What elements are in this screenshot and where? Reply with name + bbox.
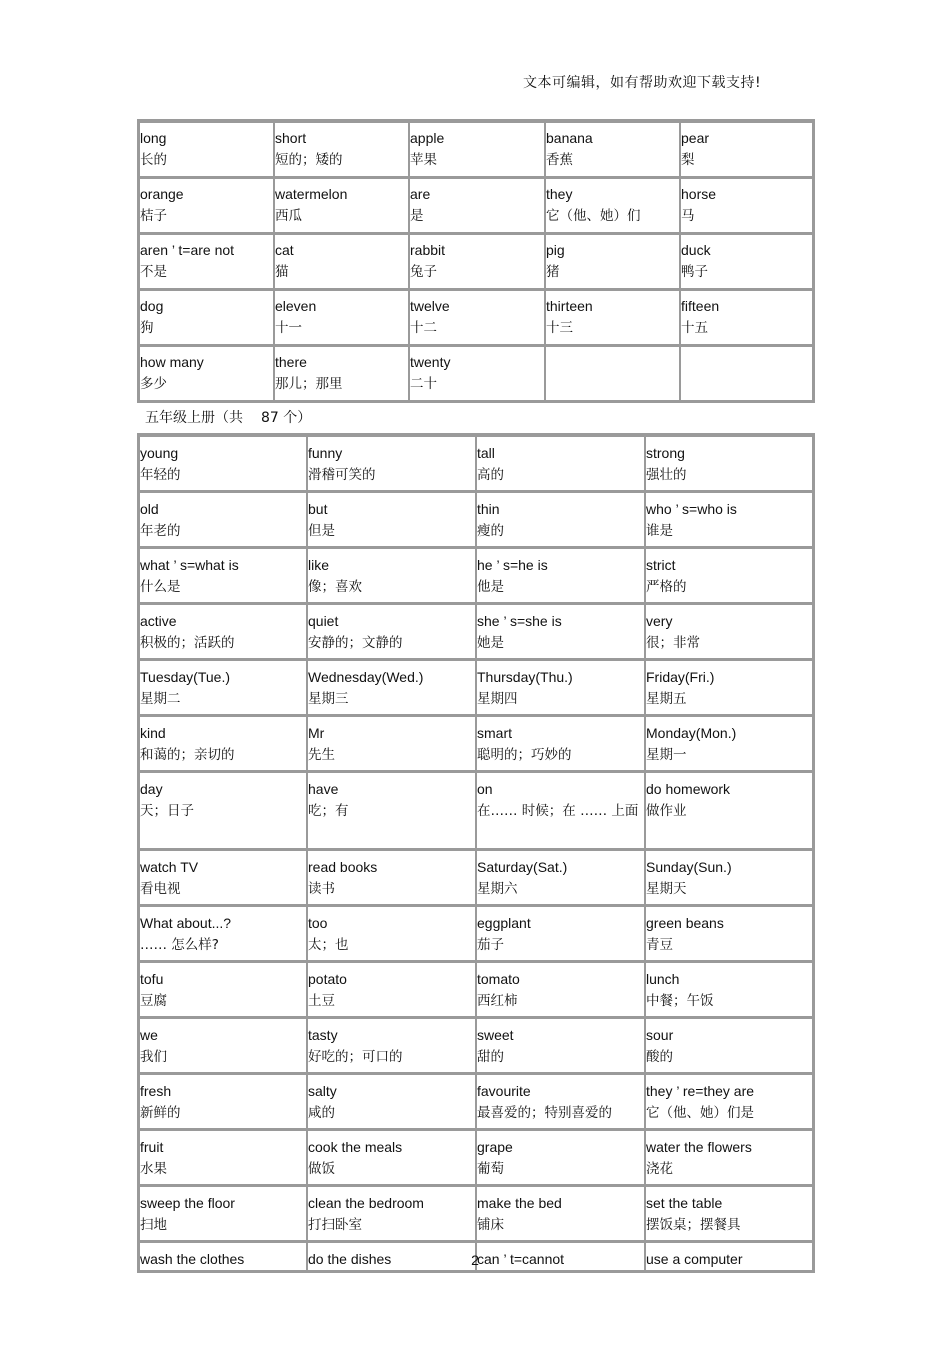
- chinese-meaning: 土豆: [308, 993, 335, 1009]
- vocab-cell: [645, 435, 813, 491]
- english-word: quiet: [308, 613, 339, 629]
- chinese-meaning: 青豆: [646, 937, 673, 953]
- chinese-meaning: 多少: [140, 376, 167, 392]
- vocab-cell: [645, 961, 813, 1017]
- page-number: 2: [471, 1252, 479, 1268]
- english-word: there: [275, 354, 307, 370]
- english-word: Tuesday(Tue.): [140, 669, 230, 685]
- chinese-meaning: 但是: [308, 523, 335, 539]
- chinese-meaning: 读书: [308, 881, 335, 897]
- table-row: [139, 961, 813, 1017]
- english-word: very: [646, 613, 673, 629]
- section-heading-label: 五年级上册（共: [145, 410, 243, 426]
- vocab-cell: [476, 491, 645, 547]
- chinese-meaning: 那儿；那里: [275, 376, 343, 392]
- english-word: how many: [140, 354, 204, 370]
- vocab-cell: [476, 1017, 645, 1073]
- english-word: clean the bedroom: [308, 1195, 424, 1211]
- chinese-meaning: 苹果: [410, 152, 437, 168]
- table-row: [139, 435, 813, 491]
- vocab-cell: [476, 659, 645, 715]
- table-row: [139, 345, 813, 401]
- chinese-meaning: 西瓜: [275, 208, 302, 224]
- english-word: salty: [308, 1083, 337, 1099]
- chinese-meaning: 像；喜欢: [308, 579, 362, 595]
- vocab-cell: [476, 715, 645, 771]
- chinese-meaning: 十五: [681, 320, 708, 336]
- vocab-cell: [307, 715, 476, 771]
- english-word: eggplant: [477, 915, 531, 931]
- english-word: Saturday(Sat.): [477, 859, 568, 875]
- vocab-cell: [476, 849, 645, 905]
- table-row: [139, 1073, 813, 1129]
- vocab-cell: [545, 233, 680, 289]
- chinese-meaning: 不是: [140, 264, 167, 280]
- english-word: wash the clothes: [140, 1251, 245, 1267]
- vocab-cell: [545, 177, 680, 233]
- vocab-cell: [139, 547, 307, 603]
- chinese-meaning: 猪: [546, 264, 560, 280]
- vocab-cell: [139, 233, 274, 289]
- english-word: funny: [308, 445, 343, 461]
- english-word: who ’ s=who is: [646, 501, 737, 517]
- chinese-meaning: 水果: [140, 1161, 167, 1177]
- english-word: sweet: [477, 1027, 514, 1043]
- vocab-cell: [476, 961, 645, 1017]
- table-row: [139, 849, 813, 905]
- table-row: [139, 715, 813, 771]
- chinese-meaning: 严格的: [646, 579, 687, 595]
- english-word: Thursday(Thu.): [477, 669, 573, 685]
- vocab-cell: [307, 435, 476, 491]
- vocab-cell: [476, 435, 645, 491]
- vocab-cell: [476, 603, 645, 659]
- vocab-cell: [545, 289, 680, 345]
- english-word: read books: [308, 859, 378, 875]
- chinese-meaning: 做作业: [646, 803, 687, 819]
- chinese-meaning: …… 怎么样?: [140, 937, 219, 953]
- vocab-cell: [139, 1129, 307, 1185]
- english-word: Monday(Mon.): [646, 725, 737, 741]
- vocab-cell: [409, 177, 545, 233]
- chinese-meaning: 我们: [140, 1049, 167, 1065]
- chinese-meaning: 星期一: [646, 747, 687, 763]
- english-word: rabbit: [410, 242, 446, 258]
- chinese-meaning: 星期五: [646, 691, 687, 707]
- chinese-meaning: 和蔼的；亲切的: [140, 747, 235, 763]
- table-row: [139, 233, 813, 289]
- vocab-cell: [476, 1129, 645, 1185]
- english-word: he ’ s=he is: [477, 557, 548, 573]
- english-word: tall: [477, 445, 495, 461]
- english-word: lunch: [646, 971, 680, 987]
- vocab-cell: [645, 1129, 813, 1185]
- english-word: orange: [140, 186, 184, 202]
- english-word: but: [308, 501, 328, 517]
- vocab-cell: [139, 849, 307, 905]
- chinese-meaning: 桔子: [140, 208, 167, 224]
- vocab-cell: [476, 547, 645, 603]
- table-row: [139, 659, 813, 715]
- vocab-cell: [274, 345, 409, 401]
- chinese-meaning: 做饭: [308, 1161, 335, 1177]
- section-heading-count: 87 个）: [261, 410, 312, 426]
- chinese-meaning: 她是: [477, 635, 504, 651]
- vocab-cell: [274, 121, 409, 177]
- english-word: can ’ t=cannot: [477, 1251, 565, 1267]
- english-word: day: [140, 781, 163, 797]
- chinese-meaning: 在…… 时候；在 …… 上面: [477, 803, 639, 819]
- vocab-cell: [307, 1017, 476, 1073]
- english-word: Sunday(Sun.): [646, 859, 732, 875]
- english-word: thin: [477, 501, 500, 517]
- vocab-cell: [409, 121, 545, 177]
- table-row: [139, 771, 813, 849]
- vocab-cell: [274, 289, 409, 345]
- chinese-meaning: 看电视: [140, 881, 181, 897]
- chinese-meaning: 咸的: [308, 1105, 335, 1121]
- english-word: watch TV: [140, 859, 199, 875]
- vocab-cell: [139, 177, 274, 233]
- chinese-meaning: 十一: [275, 320, 302, 336]
- vocab-cell: [139, 961, 307, 1017]
- english-word: potato: [308, 971, 347, 987]
- english-word: strict: [646, 557, 676, 573]
- vocab-cell: [139, 121, 274, 177]
- vocab-cell: [307, 961, 476, 1017]
- vocab-cell: [139, 603, 307, 659]
- vocab-cell: [645, 771, 813, 849]
- english-word: twenty: [410, 354, 451, 370]
- english-word: she ’ s=she is: [477, 613, 562, 629]
- vocab-cell: [645, 491, 813, 547]
- chinese-meaning: 谁是: [646, 523, 673, 539]
- header-note: 文本可编辑，如有帮助欢迎下载支持!: [523, 75, 762, 91]
- vocab-cell: [139, 289, 274, 345]
- english-word: apple: [410, 130, 445, 146]
- chinese-meaning: 豆腐: [140, 993, 167, 1009]
- vocab-table-grade-4: [137, 119, 815, 403]
- english-word: pear: [681, 130, 710, 146]
- english-word: set the table: [646, 1195, 723, 1211]
- vocab-cell: [139, 491, 307, 547]
- chinese-meaning: 天；日子: [140, 803, 194, 819]
- chinese-meaning: 很；非常: [646, 635, 700, 651]
- chinese-meaning: 什么是: [140, 579, 181, 595]
- english-word: sour: [646, 1027, 674, 1043]
- vocab-cell: [476, 771, 645, 849]
- chinese-meaning: 星期六: [477, 881, 518, 897]
- vocab-cell: [409, 289, 545, 345]
- chinese-meaning: 香蕉: [546, 152, 573, 168]
- vocab-cell: [307, 547, 476, 603]
- english-word: use a computer: [646, 1251, 743, 1267]
- vocab-cell: [139, 1017, 307, 1073]
- chinese-meaning: 猫: [275, 264, 289, 280]
- vocab-cell: [680, 233, 813, 289]
- vocab-cell: [139, 771, 307, 849]
- english-word: banana: [546, 130, 593, 146]
- chinese-meaning: 新鲜的: [140, 1105, 181, 1121]
- english-word: sweep the floor: [140, 1195, 235, 1211]
- english-word: pig: [546, 242, 565, 258]
- chinese-meaning: 十二: [410, 320, 437, 336]
- chinese-meaning: 长的: [140, 152, 167, 168]
- chinese-meaning: 吃；有: [308, 803, 349, 819]
- chinese-meaning: 打扫卧室: [308, 1217, 362, 1233]
- vocab-cell: [307, 491, 476, 547]
- table-row: [139, 603, 813, 659]
- chinese-meaning: 星期四: [477, 691, 518, 707]
- english-word: we: [140, 1027, 158, 1043]
- table-row: [139, 491, 813, 547]
- chinese-meaning: 好吃的；可口的: [308, 1049, 403, 1065]
- table-row: [139, 289, 813, 345]
- chinese-meaning: 太；也: [308, 937, 349, 953]
- table-row: [139, 1017, 813, 1073]
- vocab-cell: [139, 345, 274, 401]
- english-word: Wednesday(Wed.): [308, 669, 424, 685]
- chinese-meaning: 二十: [410, 376, 437, 392]
- vocab-cell: [139, 659, 307, 715]
- english-word: watermelon: [275, 186, 348, 202]
- vocab-cell: [680, 345, 813, 401]
- chinese-meaning: 西红柿: [477, 993, 518, 1009]
- english-word: thirteen: [546, 298, 593, 314]
- vocab-cell: [307, 603, 476, 659]
- english-word: dog: [140, 298, 164, 314]
- english-word: make the bed: [477, 1195, 562, 1211]
- english-word: active: [140, 613, 177, 629]
- vocab-cell: [645, 715, 813, 771]
- vocab-cell: [307, 1129, 476, 1185]
- chinese-meaning: 它（他、她）们是: [646, 1105, 754, 1121]
- english-word: aren ’ t=are not: [140, 242, 235, 258]
- english-word: are: [410, 186, 431, 202]
- chinese-meaning: 是: [410, 208, 424, 224]
- chinese-meaning: 聪明的；巧妙的: [477, 747, 572, 763]
- chinese-meaning: 狗: [140, 320, 154, 336]
- english-word: short: [275, 130, 307, 146]
- vocab-cell: [680, 289, 813, 345]
- english-word: do homework: [646, 781, 731, 797]
- chinese-meaning: 先生: [308, 747, 335, 763]
- chinese-meaning: 安静的；文静的: [308, 635, 403, 651]
- english-word: fresh: [140, 1083, 172, 1099]
- english-word: fifteen: [681, 298, 720, 314]
- english-word: cook the meals: [308, 1139, 403, 1155]
- chinese-meaning: 瘦的: [477, 523, 504, 539]
- chinese-meaning: 星期天: [646, 881, 687, 897]
- vocab-cell: [139, 715, 307, 771]
- chinese-meaning: 积极的；活跃的: [140, 635, 235, 651]
- english-word: horse: [681, 186, 717, 202]
- vocab-cell: [307, 1073, 476, 1129]
- vocab-cell: [139, 1185, 307, 1241]
- chinese-meaning: 强壮的: [646, 467, 687, 483]
- english-word: what ’ s=what is: [140, 557, 239, 573]
- chinese-meaning: 酸的: [646, 1049, 673, 1065]
- vocab-table-grade-5-upper: [137, 433, 815, 1273]
- table-row: [139, 547, 813, 603]
- vocab-cell: [645, 547, 813, 603]
- english-word: cat: [275, 242, 294, 258]
- chinese-meaning: 它（他、她）们: [546, 208, 641, 224]
- english-word: long: [140, 130, 167, 146]
- english-word: twelve: [410, 298, 450, 314]
- chinese-meaning: 铺床: [477, 1217, 504, 1233]
- vocab-cell: [645, 1073, 813, 1129]
- vocab-cell: [545, 345, 680, 401]
- english-word: Mr: [308, 725, 325, 741]
- english-word: fruit: [140, 1139, 164, 1155]
- chinese-meaning: 甜的: [477, 1049, 504, 1065]
- english-word: kind: [140, 725, 166, 741]
- english-word: smart: [477, 725, 512, 741]
- english-word: water the flowers: [646, 1139, 752, 1155]
- vocab-cell: [274, 233, 409, 289]
- vocab-cell: [307, 1185, 476, 1241]
- english-word: have: [308, 781, 339, 797]
- english-word: tasty: [308, 1027, 338, 1043]
- vocab-cell: [307, 849, 476, 905]
- chinese-meaning: 浇花: [646, 1161, 673, 1177]
- english-word: green beans: [646, 915, 724, 931]
- vocab-cell: [139, 1073, 307, 1129]
- table-row: [139, 905, 813, 961]
- chinese-meaning: 滑稽可笑的: [308, 467, 376, 483]
- chinese-meaning: 星期三: [308, 691, 349, 707]
- chinese-meaning: 葡萄: [477, 1161, 504, 1177]
- vocab-cell: [274, 177, 409, 233]
- english-word: grape: [477, 1139, 513, 1155]
- vocab-cell: [645, 1185, 813, 1241]
- english-word: they: [546, 186, 573, 202]
- english-word: Friday(Fri.): [646, 669, 715, 685]
- vocab-cell: [409, 233, 545, 289]
- section-heading: [145, 407, 311, 427]
- vocab-cell: [545, 121, 680, 177]
- vocab-cell: [645, 905, 813, 961]
- english-word: tofu: [140, 971, 164, 987]
- vocab-cell: [307, 659, 476, 715]
- chinese-meaning: 年老的: [140, 523, 181, 539]
- vocab-cell: [680, 177, 813, 233]
- chinese-meaning: 摆饭桌；摆餐具: [646, 1217, 741, 1233]
- english-word: tomato: [477, 971, 520, 987]
- english-word: on: [477, 781, 493, 797]
- table-row: [139, 177, 813, 233]
- chinese-meaning: 他是: [477, 579, 504, 595]
- vocab-cell: [645, 603, 813, 659]
- chinese-meaning: 鸭子: [681, 264, 708, 280]
- table-row: [139, 1129, 813, 1185]
- chinese-meaning: 梨: [681, 152, 695, 168]
- chinese-meaning: 茄子: [477, 937, 504, 953]
- english-word: like: [308, 557, 330, 573]
- english-word: old: [140, 501, 159, 517]
- vocab-cell: [476, 905, 645, 961]
- vocab-cell: [476, 1185, 645, 1241]
- english-word: too: [308, 915, 328, 931]
- vocab-cell: [409, 345, 545, 401]
- table-row: [139, 1185, 813, 1241]
- english-word: do the dishes: [308, 1251, 392, 1267]
- english-word: What about...?: [140, 915, 232, 931]
- chinese-meaning: 扫地: [140, 1217, 167, 1233]
- chinese-meaning: 最喜爱的；特别喜爱的: [477, 1105, 612, 1121]
- chinese-meaning: 十三: [546, 320, 573, 336]
- english-word: young: [140, 445, 179, 461]
- vocab-cell: [680, 121, 813, 177]
- chinese-meaning: 马: [681, 208, 695, 224]
- vocab-cell: [307, 905, 476, 961]
- english-word: strong: [646, 445, 685, 461]
- vocab-cell: [645, 1017, 813, 1073]
- chinese-meaning: 中餐；午饭: [646, 993, 714, 1009]
- vocab-cell: [645, 849, 813, 905]
- chinese-meaning: 年轻的: [140, 467, 181, 483]
- chinese-meaning: 短的；矮的: [275, 152, 343, 168]
- english-word: eleven: [275, 298, 317, 314]
- english-word: duck: [681, 242, 711, 258]
- vocab-cell: [645, 659, 813, 715]
- chinese-meaning: 兔子: [410, 264, 437, 280]
- vocab-cell: [139, 905, 307, 961]
- vocab-cell: [139, 435, 307, 491]
- vocab-cell: [307, 771, 476, 849]
- chinese-meaning: 高的: [477, 467, 504, 483]
- english-word: favourite: [477, 1083, 531, 1099]
- english-word: they ’ re=they are: [646, 1083, 755, 1099]
- chinese-meaning: 星期二: [140, 691, 181, 707]
- vocab-cell: [476, 1073, 645, 1129]
- table-row: [139, 121, 813, 177]
